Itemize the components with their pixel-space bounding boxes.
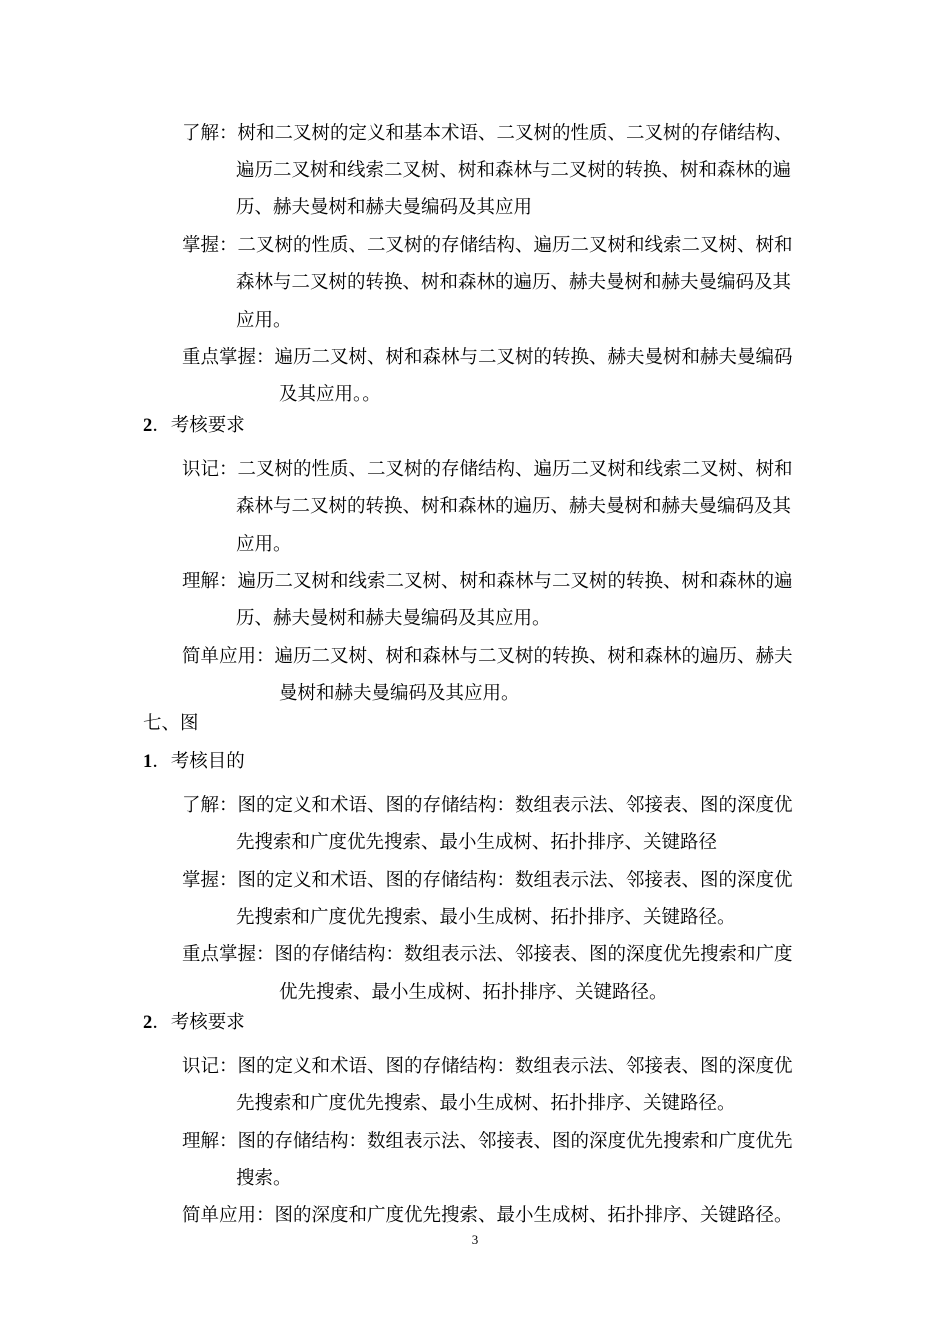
text-line: 重点掌握：图的存储结构：数组表示法、邻接表、图的深度优先搜索和广度 <box>182 944 793 965</box>
text-line: 搜索。 <box>236 1168 292 1189</box>
heading-text: ．考核目的 <box>152 751 245 772</box>
text-line: 先搜索和广度优先搜索、最小生成树、拓扑排序、关键路径。 <box>236 1093 736 1114</box>
heading-number: 2 <box>143 416 153 436</box>
section-heading <box>143 749 245 775</box>
chapter-heading: 七、图 <box>143 713 199 734</box>
text-line: 了解：树和二叉树的定义和基本术语、二叉树的性质、二叉树的存储结构、 <box>182 123 793 144</box>
heading-text: ．考核要求 <box>152 415 245 436</box>
text-line: 重点掌握：遍历二叉树、树和森林与二叉树的转换、赫夫曼树和赫夫曼编码 <box>182 347 793 368</box>
heading-number: 1 <box>143 752 153 772</box>
heading-text: ．考核要求 <box>152 1012 245 1033</box>
page-number: 3 <box>471 1232 479 1247</box>
text-line: 掌握：图的定义和术语、图的存储结构：数组表示法、邻接表、图的深度优 <box>182 870 793 891</box>
text-line: 先搜索和广度优先搜索、最小生成树、拓扑排序、关键路径。 <box>236 907 736 928</box>
text-line: 理解：图的存储结构：数组表示法、邻接表、图的深度优先搜索和广度优先 <box>182 1131 793 1152</box>
text-line: 识记：二叉树的性质、二叉树的存储结构、遍历二叉树和线索二叉树、树和 <box>182 459 793 480</box>
text-line: 森林与二叉树的转换、树和森林的遍历、赫夫曼树和赫夫曼编码及其 <box>236 496 792 517</box>
text-line: 及其应用。。 <box>279 384 381 405</box>
text-line: 掌握：二叉树的性质、二叉树的存储结构、遍历二叉树和线索二叉树、树和 <box>182 235 793 256</box>
text-line: 应用。 <box>236 534 292 555</box>
text-line: 森林与二叉树的转换、树和森林的遍历、赫夫曼树和赫夫曼编码及其 <box>236 272 792 293</box>
text-line: 识记：图的定义和术语、图的存储结构：数组表示法、邻接表、图的深度优 <box>182 1056 793 1077</box>
section-heading <box>143 413 245 439</box>
text-line: 优先搜索、最小生成树、拓扑排序、关键路径。 <box>279 982 668 1003</box>
text-line: 应用。 <box>236 310 292 331</box>
heading-number: 2 <box>143 1013 153 1033</box>
text-line: 曼树和赫夫曼编码及其应用。 <box>279 683 520 704</box>
text-line: 简单应用：图的深度和广度优先搜索、最小生成树、拓扑排序、关键路径。 <box>182 1205 793 1226</box>
text-line: 历、赫夫曼树和赫夫曼编码及其应用 <box>236 197 533 218</box>
text-line: 遍历二叉树和线索二叉树、树和森林与二叉树的转换、树和森林的遍 <box>236 160 792 181</box>
text-line: 简单应用：遍历二叉树、树和森林与二叉树的转换、树和森林的遍历、赫夫 <box>182 646 793 667</box>
section-heading <box>143 1010 245 1036</box>
text-line: 了解：图的定义和术语、图的存储结构：数组表示法、邻接表、图的深度优 <box>182 795 793 816</box>
text-line: 先搜索和广度优先搜索、最小生成树、拓扑排序、关键路径 <box>236 832 718 853</box>
text-line: 历、赫夫曼树和赫夫曼编码及其应用。 <box>236 608 551 629</box>
text-line: 理解：遍历二叉树和线索二叉树、树和森林与二叉树的转换、树和森林的遍 <box>182 571 793 592</box>
